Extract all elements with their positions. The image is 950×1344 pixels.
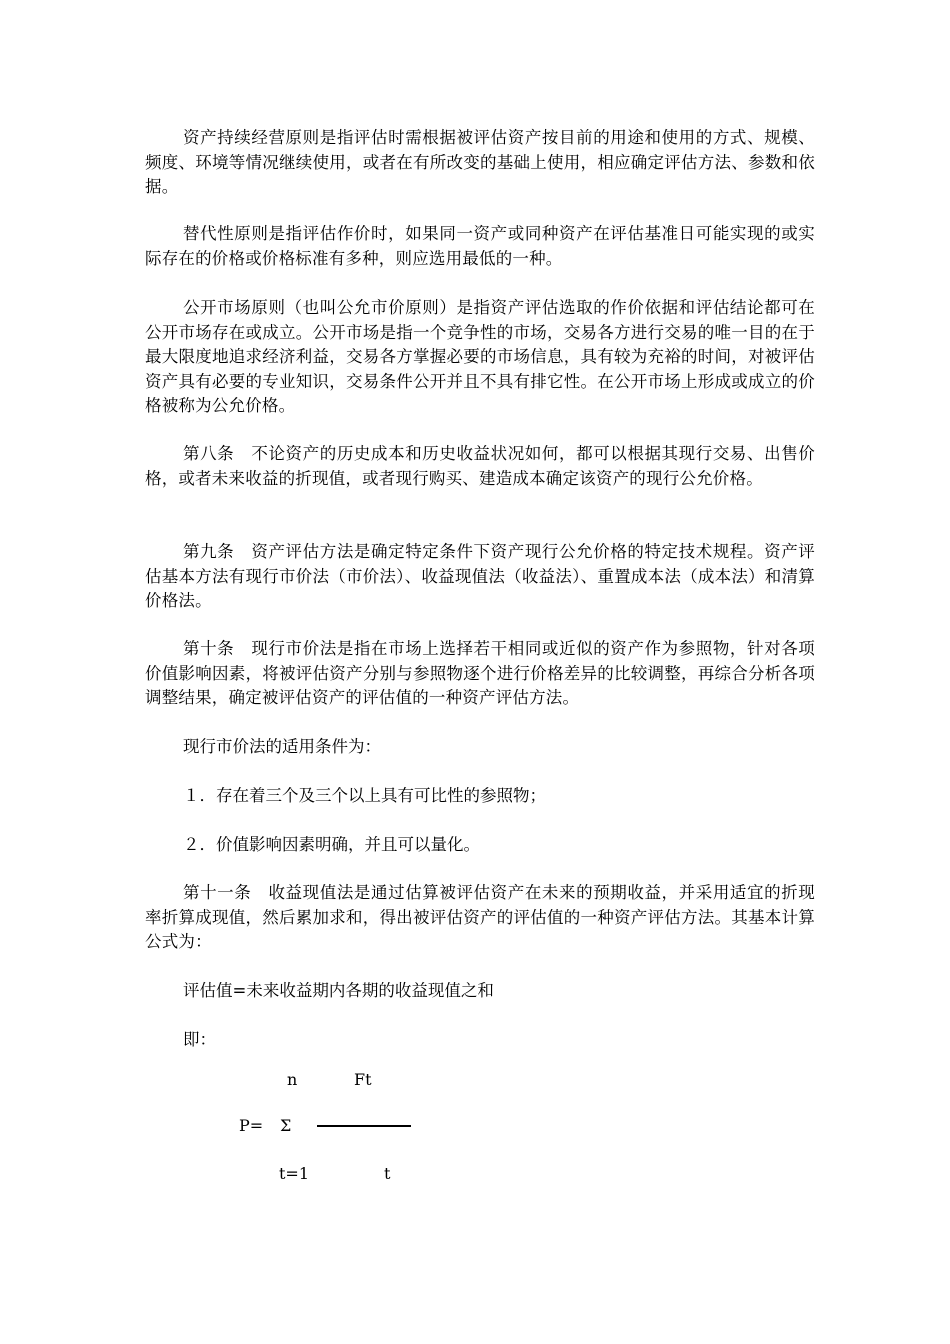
formula-sigma-symbol: Σ: [280, 1116, 292, 1135]
formula-lhs: P=: [239, 1116, 264, 1135]
paragraph-namely: 即：: [183, 1030, 216, 1049]
paragraph-applicable-conditions: 现行市价法的适用条件为：: [183, 737, 381, 756]
paragraph-article-10: 第十条 现行市价法是指在市场上选择若干相同或近似的资产作为参照物，针对各项价值影响因素，将被评估资产分别与参照物逐个进行价格差异的比较调整，再综合分析各项调整结果，确定被评估资产的评估值的一种资产评估方法。: [145, 639, 815, 707]
paragraph-article-9: 第九条 资产评估方法是确定特定条件下资产现行公允价格的特定技术规程。资产评估基本方法有现行市价法（市价法）、收益现值法（收益法）、重置成本法（成本法）和清算价格法。: [145, 542, 815, 610]
paragraph-open-market-principle: 公开市场原则（也叫公允市价原则）是指资产评估选取的作价依据和评估结论都可在公开市场存在或成立。公开市场是指一个竞争性的市场，交易各方进行交易的唯一目的在于最大限度地追求经济利益，交易各方掌握必要的市场信息，具有较为充裕的时间，对被评估资产具有必要的专业知识，交易条件公开并且不具有排它性。在公开市场上形成或成立的价格被称为公允价格。: [145, 298, 815, 415]
paragraph-going-concern-principle: 资产持续经营原则是指评估时需根据被评估资产按目前的用途和使用的方式、规模、频度、环境等情况继续使用，或者在有所改变的基础上使用，相应确定评估方法、参数和依据。: [145, 128, 815, 196]
formula-numerator: Ft: [354, 1070, 372, 1089]
formula-denominator: t: [384, 1164, 391, 1183]
list-item-condition-1: １．存在着三个及三个以上具有可比性的参照物；: [183, 786, 546, 805]
paragraph-article-8: 第八条 不论资产的历史成本和历史收益状况如何，都可以根据其现行交易、出售价格，或者未来收益的折现值，或者现行购买、建造成本确定该资产的现行公允价格。: [145, 444, 815, 488]
paragraph-article-11: 第十一条 收益现值法是通过估算被评估资产在未来的预期收益，并采用适宜的折现率折算成现值，然后累加求和，得出被评估资产的评估值的一种资产评估方法。其基本计算公式为：: [145, 883, 815, 951]
list-item-condition-2: ２．价值影响因素明确，并且可以量化。: [183, 835, 480, 854]
formula-lower-limit: t=1: [279, 1164, 310, 1183]
formula-fraction-bar: [317, 1125, 411, 1127]
paragraph-formula-description: 评估值=未来收益期内各期的收益现值之和: [183, 981, 494, 1000]
formula-upper-limit: n: [287, 1070, 298, 1089]
paragraph-substitution-principle: 替代性原则是指评估作价时，如果同一资产或同种资产在评估基准日可能实现的或实际存在的价格或价格标准有多种，则应选用最低的一种。: [145, 224, 815, 268]
